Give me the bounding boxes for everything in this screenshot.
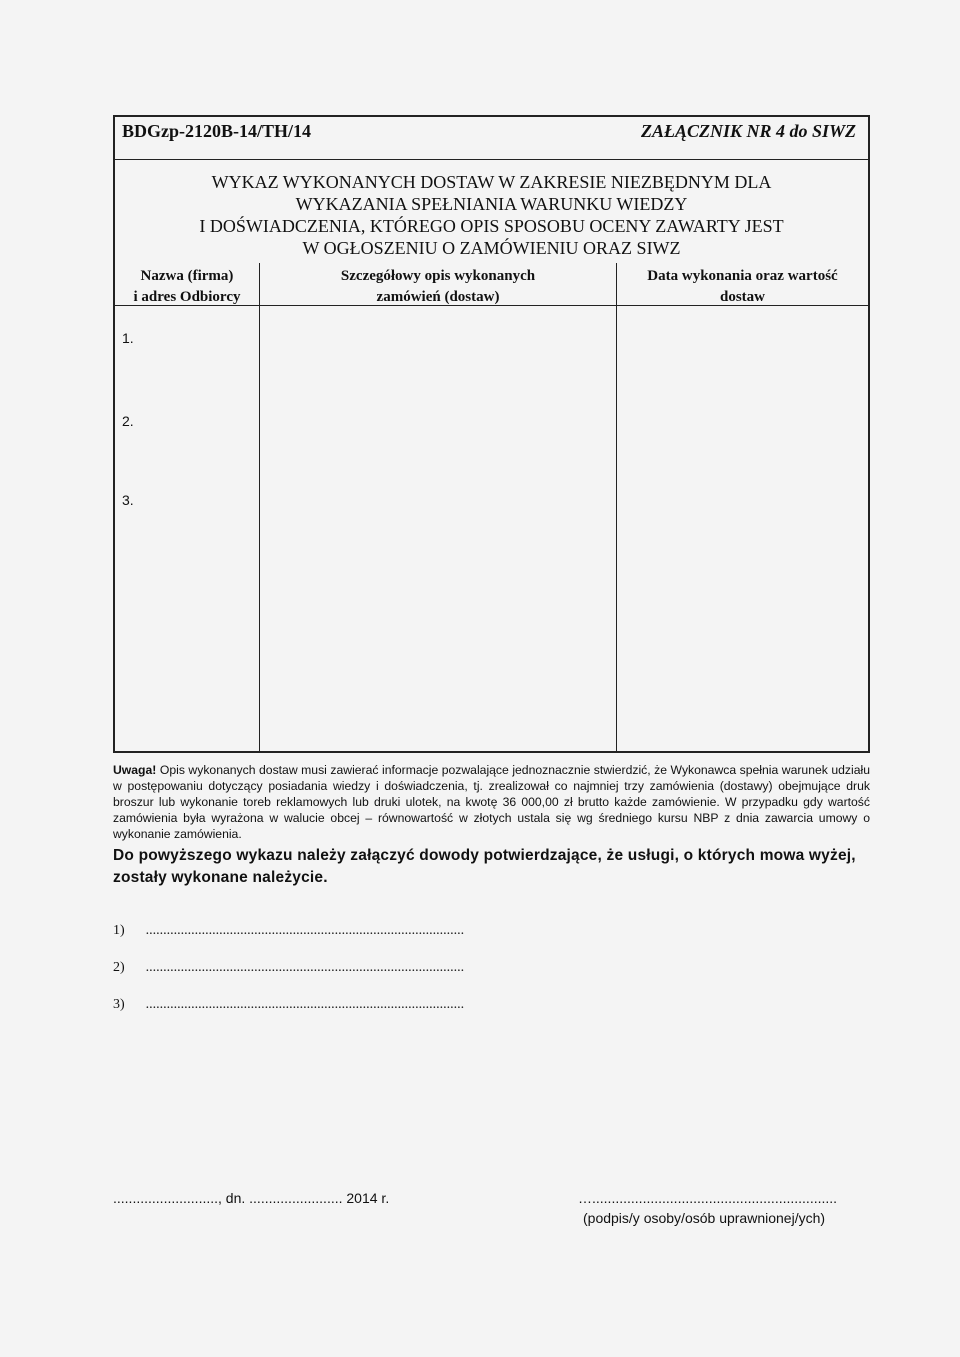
column-divider-1 [259,263,260,752]
attachment-instruction: Do powyższego wykazu należy załączyć dowody potwierdzające, że usługi, o których mowa wyżej, zostały wykonane należycie. [113,847,856,886]
attachment-number-1: 1) [113,923,125,938]
column-header-description-line2: zamówień (dostaw) [376,289,500,305]
column-header-recipient [115,266,259,308]
reference-number: BDGzp-2120B-14/TH/14 [122,121,312,141]
attachment-number-2: 2) [113,960,125,975]
row-number-2: 2. [122,413,134,429]
column-header-recipient-line1: Nazwa (firma) [140,268,234,284]
attachment-line-2 [113,960,464,976]
row-number-1: 1. [122,330,134,346]
signature-label: (podpis/y osoby/osób uprawnionej/ych) [583,1210,826,1226]
attachment-field-3[interactable]: ........................................................................................... [145,997,465,1012]
title-line-1: WYKAZ WYKONANYCH DOSTAW W ZAKRESIE NIEZBĘDNYM DLA [211,172,772,192]
attachment-number-3: 3) [113,997,125,1012]
note-label: Uwaga! [113,763,157,777]
column-header-date-value-line1: Data wykonania oraz wartość [647,268,838,284]
annex-label: ZAŁĄCZNIK NR 4 do SIWZ [640,121,856,141]
column-header-recipient-line2: i adres Odbiorcy [133,289,241,305]
place-date-field[interactable]: ..........................., dn. ........................ 2014 r. [113,1190,390,1206]
title-line-4: W OGŁOSZENIU O ZAMÓWIENIU ORAZ SIWZ [302,238,681,258]
note-paragraph [113,762,870,842]
attachment-field-2[interactable]: ........................................................................................... [145,960,465,975]
column-header-date-value [617,266,868,308]
note-text: Opis wykonanych dostaw musi zawierać informacje pozwalające jednoznacznie stwierdzić, że Wykonawca spełnia warunek udziału w postępowaniu dotyczący posiadania wiedzy i doświadczenia, tj. zrealizował co najmniej trzy zamówienia (dostawy) obejmujące druk broszur lub wykonanie toreb reklamowych lub druki ulotek, na kwotę 36 000,00 zł brutto każde zamówienie. W przypadku gdy wartość zamówienia była wyrażona w walucie obcej – równowartość w złotych ustala się wg średniego kursu NBP z dnia zawarcia umowy o wykonanie zamówienia. [113,763,870,841]
signature-field[interactable]: …............................................................... [578,1190,838,1206]
column-header-description-line1: Szczegółowy opis wykonanych [340,268,536,284]
attachment-field-1[interactable]: ........................................................................................... [145,923,465,938]
title-line-3: I DOŚWIADCZENIA, KTÓREGO OPIS SPOSOBU OCENY ZAWARTY JEST [199,216,784,236]
column-header-description [260,266,616,308]
column-divider-2 [616,263,617,752]
column-header-date-value-line2: dostaw [719,289,765,305]
attachment-line-1 [113,923,464,939]
title-line-2: WYKAZANIA SPEŁNIANIA WARUNKU WIEDZY [295,194,688,214]
attachment-line-3 [113,997,464,1013]
header-divider [115,159,868,160]
row-number-3: 3. [122,492,134,508]
